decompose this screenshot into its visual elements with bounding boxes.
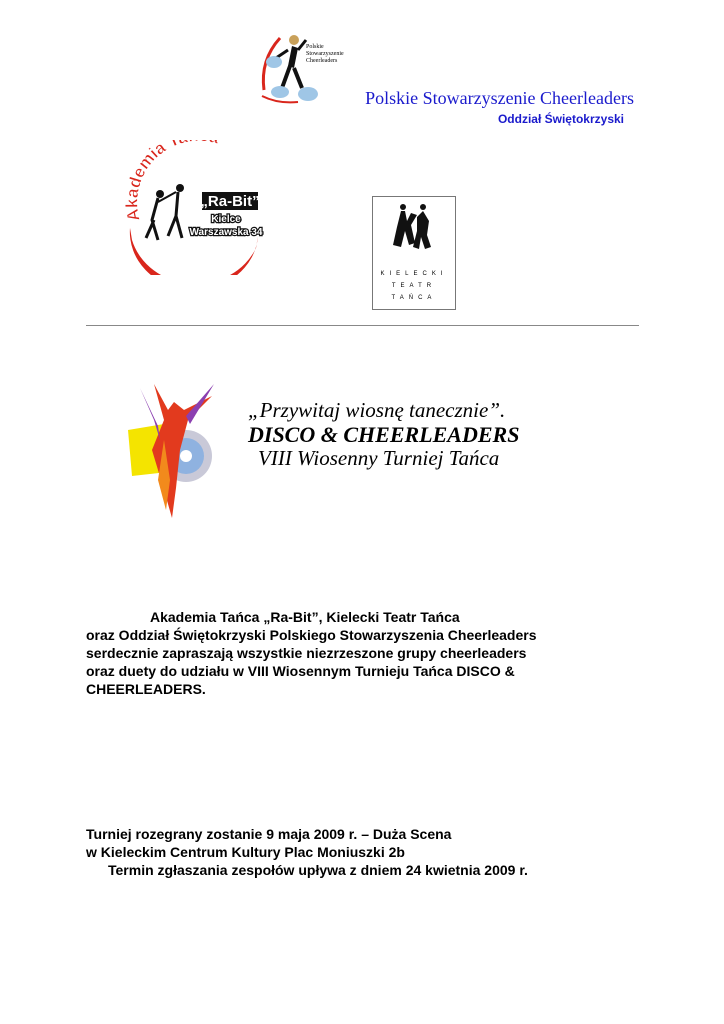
cheerleader-figure-icon xyxy=(258,30,346,106)
ktt-line-3: TAŃCA xyxy=(391,295,437,301)
rabit-name: „Ra-Bit” xyxy=(200,193,260,210)
dancing-couple-icon xyxy=(146,184,184,240)
details-line-2: w Kieleckim Centrum Kultury Plac Moniuszki 2b xyxy=(86,844,405,860)
psc-logo-text: Polskie Stowarzyszenie Cheerleaders xyxy=(306,44,344,64)
event-subtitle: VIII Wiosenny Turniej Tańca xyxy=(258,446,500,470)
rabit-arc-text: Akademia T xyxy=(122,140,181,223)
organization-branch: Oddział Świętokrzyski xyxy=(497,112,624,126)
divider xyxy=(86,325,639,326)
invitation-line-2: oraz Oddział Świętokrzyski Polskiego Stowarzyszenia Cheerleaders xyxy=(86,627,537,643)
invitation-line-3: serdecznie zapraszają wszystkie niezrzeszone grupy cheerleaders xyxy=(86,645,527,661)
dancers-silhouette-icon xyxy=(373,197,455,267)
event-slogan: „Przywitaj wiosnę tanecznie”. xyxy=(248,398,506,422)
details-line-1: Turniej rozegrany zostanie 9 maja 2009 r. – Duża Scena xyxy=(86,826,452,842)
ktt-line-1: KIELECKI xyxy=(380,271,448,277)
event-name: DISCO & CHEERLEADERS xyxy=(248,422,520,447)
details-line-3: Termin zgłaszania zespołów upływa z dniem 24 kwietnia 2009 r. xyxy=(108,862,528,878)
invitation-line-4: oraz duety do udziału w VIII Wiosennym Turnieju Tańca DISCO & xyxy=(86,663,515,679)
invitation-line-1: Akademia Tańca „Ra-Bit”, Kielecki Teatr Tańca xyxy=(150,609,460,625)
rabit-street: Warszawska 34 xyxy=(189,227,263,238)
rabit-city: Kielce xyxy=(211,214,241,225)
dancer-illustration xyxy=(124,380,218,520)
dancing-figures-icon xyxy=(124,380,218,520)
psc-logo xyxy=(258,30,346,106)
svg-text:Akademia Tańca xyxy=(122,140,221,223)
organization-title: Polskie Stowarzyszenie Cheerleaders xyxy=(365,88,634,108)
rabit-logo xyxy=(118,140,268,275)
invitation-line-5: CHEERLEADERS. xyxy=(86,681,206,697)
ktt-line-2: TEATR xyxy=(391,283,437,289)
ktt-logo xyxy=(372,196,456,310)
